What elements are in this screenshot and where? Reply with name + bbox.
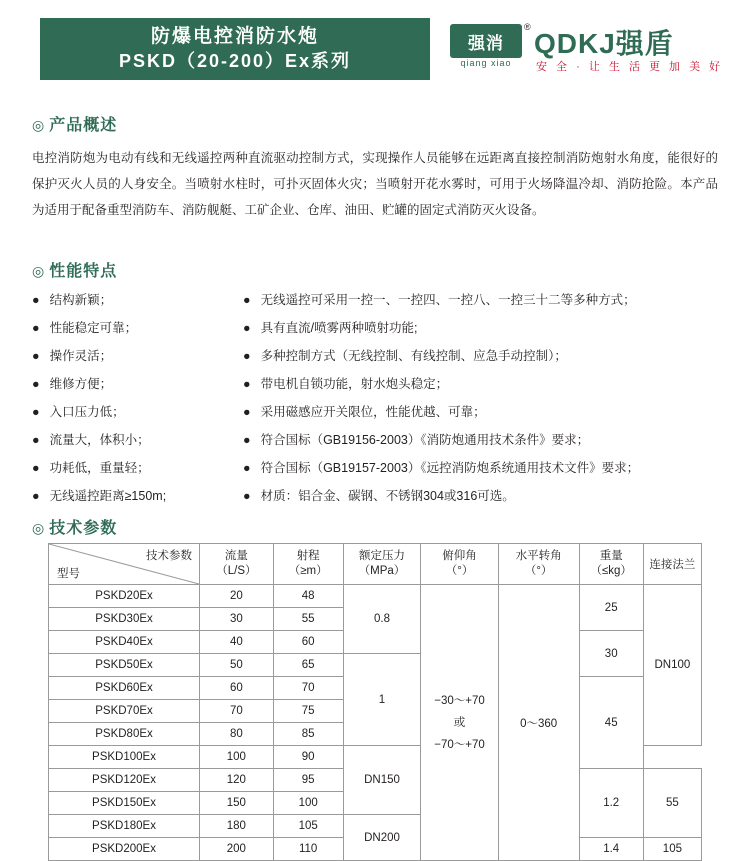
list-item-label: 多种控制方式（无线控制、有线控制、应急手动控制）； [260, 349, 567, 363]
company-logo [450, 20, 724, 78]
list-item-label: 入口压力低； [49, 405, 125, 419]
cell-range: 60 [273, 631, 343, 654]
list-bullet-icon: ● [243, 349, 251, 363]
logo-pinyin: qiang xiao [460, 58, 512, 68]
cell-model: PSKD80Ex [49, 723, 200, 746]
features-right-column [243, 286, 723, 510]
cell-model: PSKD100Ex [49, 746, 200, 769]
cell-model: PSKD30Ex [49, 608, 200, 631]
list-bullet-icon: ● [32, 461, 40, 475]
cell-range: 65 [273, 654, 343, 677]
list-bullet-icon: ● [32, 489, 40, 503]
cell-flow: 50 [200, 654, 274, 677]
spec-table [48, 543, 702, 861]
spec-table-header [49, 544, 702, 585]
cell-flow: 30 [200, 608, 274, 631]
list-item [243, 426, 723, 454]
list-bullet-icon: ● [32, 433, 40, 447]
list-item [32, 342, 252, 370]
table-row [49, 585, 702, 608]
spec-table-body [49, 585, 702, 861]
logo-wordmark: QDKJ强盾 [534, 28, 674, 59]
header-range [273, 544, 343, 585]
cell-pressure: 0.8 [343, 585, 421, 654]
features-left-column [32, 286, 252, 510]
header-pitch-l2: （°） [445, 565, 474, 577]
list-item-label: 符合国标（GB19156-2003）《消防炮通用技术条件》要求； [260, 433, 590, 447]
list-item-label: 无线遥控可采用一控一、一控四、一控八、一控三十二等多种方式； [260, 293, 636, 307]
cell-weight: 25 [579, 585, 643, 631]
header-weight-l2: （≤kg） [590, 565, 632, 577]
cell-flow: 20 [200, 585, 274, 608]
list-bullet-icon: ● [32, 405, 40, 419]
cell-range: 95 [273, 769, 343, 792]
product-title-line1: 防爆电控消防水炮 [150, 26, 319, 47]
list-item [32, 454, 252, 482]
cell-flange: DN200 [343, 815, 421, 861]
cell-flow: 100 [200, 746, 274, 769]
list-item-label: 流量大，体积小； [49, 433, 150, 447]
logo-badge: 强消 [450, 24, 522, 58]
list-item [243, 454, 723, 482]
list-item-label: 无线遥控距离≥150m; [49, 489, 167, 503]
list-bullet-icon: ● [243, 321, 251, 335]
list-item [243, 342, 723, 370]
cell-flow: 180 [200, 815, 274, 838]
cell-flow: 40 [200, 631, 274, 654]
cell-range: 48 [273, 585, 343, 608]
list-bullet-icon: ● [243, 433, 251, 447]
header-pressure-l2: （MPa） [358, 565, 406, 577]
list-item [32, 314, 252, 342]
cell-model: PSKD40Ex [49, 631, 200, 654]
list-item [32, 426, 252, 454]
cell-model: PSKD20Ex [49, 585, 200, 608]
list-bullet-icon: ● [243, 293, 251, 307]
list-item [32, 398, 252, 426]
list-item-label: 具有直流/喷雾两种喷射功能; [260, 321, 418, 335]
cell-pitch-l2: 或 [453, 716, 466, 729]
section-bullet-icon: ◎ [32, 117, 46, 133]
cell-range: 85 [273, 723, 343, 746]
section-title-overview [32, 112, 117, 135]
cell-pitch-l1: −30〜+70 [434, 694, 485, 707]
registered-mark-icon: ® [524, 22, 531, 32]
list-bullet-icon: ● [32, 321, 40, 335]
cell-flow: 80 [200, 723, 274, 746]
header-flow-l2: （L/S） [216, 565, 257, 577]
header-flange: 连接法兰 [643, 544, 701, 585]
cell-model: PSKD70Ex [49, 700, 200, 723]
header-weight [579, 544, 643, 585]
cell-range: 75 [273, 700, 343, 723]
list-item-label: 采用磁感应开关限位，性能优越、可靠； [260, 405, 486, 419]
list-item-label: 功耗低，重量轻； [49, 461, 150, 475]
overview-paragraph: 电控消防炮为电动有线和无线遥控两种直流驱动控制方式，实现操作人员能够在远距离直接控制消防炮射水角度，能很好的保护灭火人员的人身安全。当喷射水柱时，可扑灭固体火灾；当喷射开花水雾时，可用于火场降温冷却、消防抢险。本产品为适用于配备重型消防车、消防舰艇、工矿企业、仓库、油田、贮罐的固定式消防灭火设备。 [32, 151, 718, 217]
cell-pitch-l3: −70〜+70 [434, 738, 485, 751]
list-bullet-icon: ● [243, 405, 251, 419]
cell-model: PSKD200Ex [49, 838, 200, 861]
cell-range: 105 [273, 815, 343, 838]
cell-weight: 30 [579, 631, 643, 677]
product-title [40, 18, 430, 80]
list-item [243, 314, 723, 342]
spec-table-wrapper [48, 543, 702, 861]
cell-flow: 150 [200, 792, 274, 815]
list-item-label: 性能稳定可靠； [49, 321, 138, 335]
cell-flange: DN150 [343, 746, 421, 815]
cell-weight: 45 [579, 677, 643, 769]
list-item-label: 带电机自锁功能，射水炮头稳定； [260, 377, 449, 391]
list-item-label: 操作灵活； [49, 349, 113, 363]
cell-flow: 60 [200, 677, 274, 700]
cell-weight: 55 [643, 769, 701, 838]
list-bullet-icon: ● [32, 377, 40, 391]
cell-pressure: 1.4 [579, 838, 643, 861]
list-item-label: 维修方便； [49, 377, 113, 391]
list-item [243, 398, 723, 426]
list-item [243, 286, 723, 314]
header-horizontal-l1: 水平转角 [515, 550, 562, 562]
list-item [243, 482, 723, 510]
cell-horizontal: 0〜360 [498, 585, 579, 861]
header-pitch-l1: 俯仰角 [442, 550, 477, 562]
header-horizontal [498, 544, 579, 585]
cell-model: PSKD60Ex [49, 677, 200, 700]
cell-pressure: 1.2 [579, 769, 643, 838]
header-flow-l1: 流量 [224, 550, 248, 562]
cell-model: PSKD180Ex [49, 815, 200, 838]
header-horizontal-l2: （°） [524, 565, 553, 577]
header-corner-top-right: 技术参数 [146, 550, 192, 562]
header-flow [200, 544, 274, 585]
list-bullet-icon: ● [32, 349, 40, 363]
header-range-l1: 射程 [296, 550, 320, 562]
list-bullet-icon: ● [32, 293, 40, 307]
header-range-l2: （≥m） [288, 565, 328, 577]
cell-flow: 120 [200, 769, 274, 792]
table-header-row [49, 544, 702, 585]
cell-pressure: 1 [343, 654, 421, 746]
cell-range: 110 [273, 838, 343, 861]
list-bullet-icon: ● [243, 377, 251, 391]
list-bullet-icon: ● [243, 489, 251, 503]
list-item-label: 材质：铝合金、碳钢、不锈钢304或316可选。 [260, 489, 515, 503]
list-item-label: 结构新颖； [49, 293, 113, 307]
header-corner-cell [49, 544, 200, 585]
logo-slogan: 安 全 · 让 生 活 更 加 美 好 [536, 61, 724, 73]
cell-model: PSKD120Ex [49, 769, 200, 792]
list-item [243, 370, 723, 398]
cell-weight: 105 [643, 838, 701, 861]
section-bullet-icon: ◎ [32, 263, 46, 279]
cell-range: 55 [273, 608, 343, 631]
cell-range: 100 [273, 792, 343, 815]
list-item-label: 符合国标（GB19157-2003）《远控消防炮系统通用技术文件》要求； [260, 461, 640, 475]
list-bullet-icon: ● [243, 461, 251, 475]
cell-flow: 200 [200, 838, 274, 861]
cell-model: PSKD50Ex [49, 654, 200, 677]
cell-pitch [421, 585, 498, 861]
header-corner-bottom-left: 型号 [57, 568, 80, 580]
list-item [32, 286, 252, 314]
header-weight-l1: 重量 [599, 550, 623, 562]
product-title-line2: PSKD（20-200）Ex系列 [118, 51, 352, 71]
section-title-params [32, 515, 117, 538]
section-title-params-label: 技术参数 [49, 520, 118, 537]
section-bullet-icon: ◎ [32, 520, 46, 536]
cell-flange: DN100 [643, 585, 701, 746]
section-title-features [32, 258, 117, 281]
cell-model: PSKD150Ex [49, 792, 200, 815]
header-pressure [343, 544, 421, 585]
cell-flow: 70 [200, 700, 274, 723]
list-item [32, 370, 252, 398]
header-pitch [421, 544, 498, 585]
list-item [32, 482, 252, 510]
cell-range: 70 [273, 677, 343, 700]
page-header [0, 18, 750, 80]
header-pressure-l1: 额定压力 [358, 550, 405, 562]
section-title-overview-label: 产品概述 [49, 117, 118, 134]
cell-range: 90 [273, 746, 343, 769]
section-title-features-label: 性能特点 [49, 263, 118, 280]
